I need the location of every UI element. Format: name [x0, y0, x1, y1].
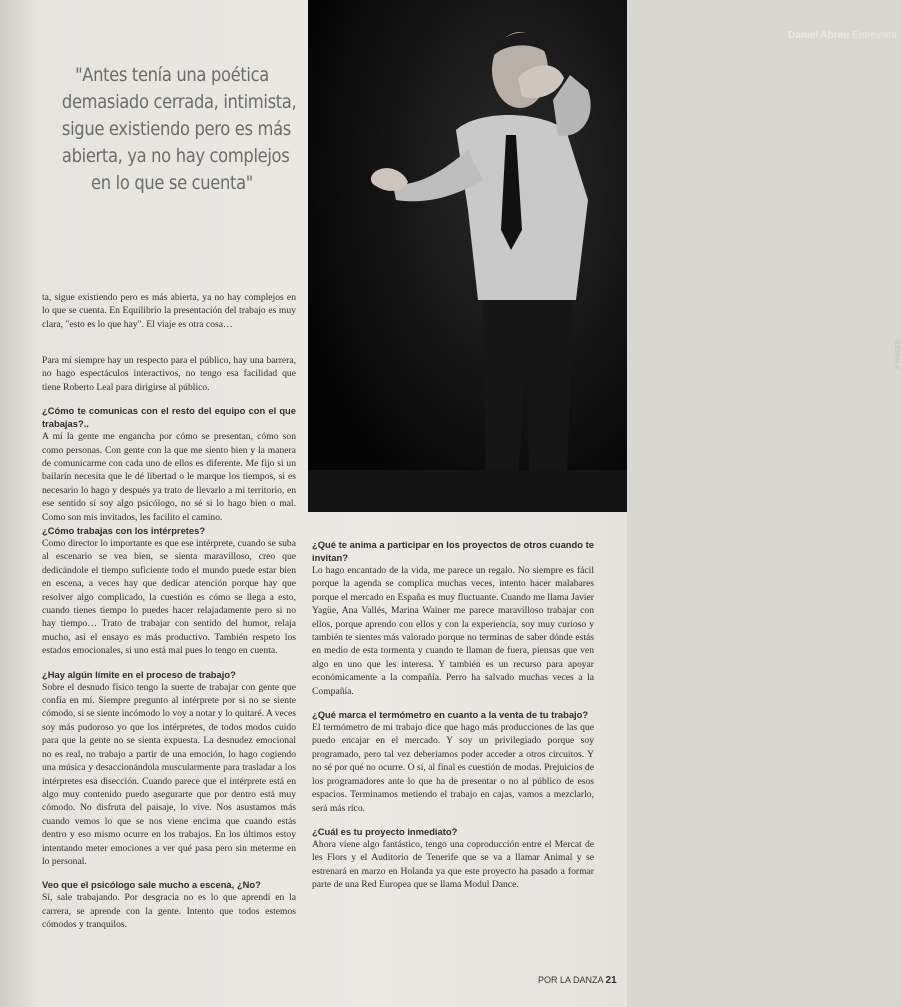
dancer-photo — [308, 0, 902, 512]
pull-quote-line: abierta, ya no hay complejos — [61, 145, 290, 167]
header-section: Entrevista — [852, 30, 897, 41]
article-header — [788, 30, 897, 41]
header-name: Daniel Abreu — [788, 30, 850, 41]
answer-paragraph: El termómetro de mi trabajo dice que hago más producciones de las que puedo encajar en el mercado. Y soy un privilegiado porque soy programado, pero tal vez deberíamos poder acceder a otros circuitos. Y no sé por qué no ocurre. O sí, al final es cuestión de modas. Prejuicios de los programadores ante lo que ha de presentar o no al público de esos espacios. Terminamos metiendo el trabajo en cajas, vamos a mezclarlo, será más rico. — [312, 722, 594, 814]
answer-paragraph: Sí, sale trabajando. Por desgracia no es lo que aprendí en la carrera, se aprende con la gente. Intento que todos estemos cómodos y tranquilos. — [42, 892, 296, 931]
left-column-top — [42, 354, 296, 524]
right-column — [312, 538, 594, 892]
magazine-name: POR LA DANZA — [538, 975, 604, 985]
answer-paragraph: A mí la gente me engancha por cómo se presentan, cómo son como personas. Con gente con la que me siento bien y la manera de comunicarme con cada uno de ellos es diferente. Me fijo si un bailarín necesita que le dé libertad o le marque los tiempos, si es necesario lo hago y después ya trato de llevarlo a mi territorio, en ese sentido sí soy algo psicólogo, no sé si lo hago bien o mal. Como son mis invitados, les facilito el camino. — [42, 431, 296, 523]
paragraph: ta, sigue existiendo pero es más abierta, ya no hay complejos en lo que se cuenta. En Equilibrio la presentación del trabajo es muy clara, "esto es lo que hay". El viaje es otra cosa… — [42, 292, 296, 330]
answer-paragraph: Sobre el desnudo físico tengo la suerte de trabajar con gente que confía en mí. Siempre pregunto al intérprete por si no se siente cómodo, si se siente incómodo lo voy a notar y lo quitaré. A veces soy más pudoroso yo que los intérpretes, de todos modos cuido para que la gente no se sienta expuesta. La desnudez emocional no es real, no trabajo a partir de una emoción, lo hago cogiendo una música y desaccionándola muscularmente para trasladar a los intérpretes esa disección. Cuando parece que el intérprete está en algo muy contenido puedo asegurarte que por dentro está muy cómodo. No disfruta del paisaje, lo vive. Nos asustamos más cuando vemos lo que se nos viene encima que cuando estás dentro y eso mismo ocurre en los trabajos. En los últimos estoy intentando meter emociones a ver qué pasa pero sin meterme en lo personal. — [42, 681, 296, 867]
pull-quote — [61, 62, 297, 197]
question-heading: ¿Qué te anima a participar en los proyectos de otros cuando te invitan? — [312, 539, 594, 563]
pull-quote-line: "Antes tenía una poética — [75, 64, 269, 86]
page-number: 21 — [605, 975, 617, 986]
intro-paragraph-1 — [42, 291, 296, 331]
left-column-bottom — [42, 524, 296, 932]
answer-paragraph: Ahora viene algo fantástico, tengo una coproducción entre el Mercat de les Flors y el Auditorio de Tenerife que se va a llamar Animal y se estrenará en marzo en Holanda ya que este proyecto ha pasado a formar parte de una Red Europea que se llama Modul Dance. — [312, 838, 594, 891]
answer-paragraph: Lo hago encantado de la vida, me parece un regalo. No siempre es fácil porque la agenda se complica muchas veces, intento hacer malabares porque el mercado en España es muy fluctuante. Cuando me llama Javier Yagüe, Ana Vallés, Marina Wainer me parece maravilloso trabajar con ellos, porque aprendo con ellos y con la experiencia, soy muy curioso y también te sientes más valorado porque no terminas de saber dónde estás en medio de esta tormenta y cuando te llaman de fuera, piensas que ven algo en uno que les interesa. Y también es un recurso para apoyar económicamente a la compañía. Perro ha salvado muchas veces a la Compañía. — [312, 565, 594, 697]
question-heading: ¿Hay algún límite en el proceso de trabajo? — [42, 668, 236, 680]
paragraph: Para mí siempre hay un respecto para el público, hay una barrera, no hago espectáculos interactivos, no tengo esa facilidad que tiene Roberto Leal para dirigirse al público. — [42, 355, 296, 393]
pull-quote-line: sigue existiendo pero es más — [61, 118, 291, 140]
question-heading: ¿Cómo trabajas con los intérpretes? — [42, 525, 206, 536]
page-footer — [538, 975, 617, 986]
dancer-illustration — [308, 0, 627, 512]
pull-quote-line: en lo que se cuenta" — [91, 172, 253, 194]
question-heading: ¿Cómo te comunicas con el resto del equipo con el que trabajas?.. — [42, 405, 296, 430]
question-heading: Veo que el psicólogo sale mucho a escena, ¿No? — [42, 879, 261, 891]
photo-credit: © YASSER — [896, 340, 902, 370]
question-heading: ¿Qué marca el termómetro en cuanto a la venta de tu trabajo? — [312, 709, 589, 721]
answer-paragraph: Como director lo importante es que ese intérprete, cuando se suba al escenario se vea bien, se sienta maravilloso, creo que dedicándole el tiempo suficiente todo el mundo puede estar bien en escena, a veces hay que dedicar atención porque hay que resolver algo complicado, la cuestión es cómo se llega a esto, cuando tienes tiempo lo puedes hacer relajadamente pero si no hay tiempo… Trato de trabajar con sentido del humor, relaja mucho, así el ensayo es más productivo. También respeto los estados emocionales, si uno está mal pues lo tengo en cuenta. — [42, 538, 296, 657]
question-heading: ¿Cuál es tu proyecto inmediato? — [312, 825, 458, 837]
pull-quote-line: demasiado cerrada, intimista, — [61, 91, 297, 113]
